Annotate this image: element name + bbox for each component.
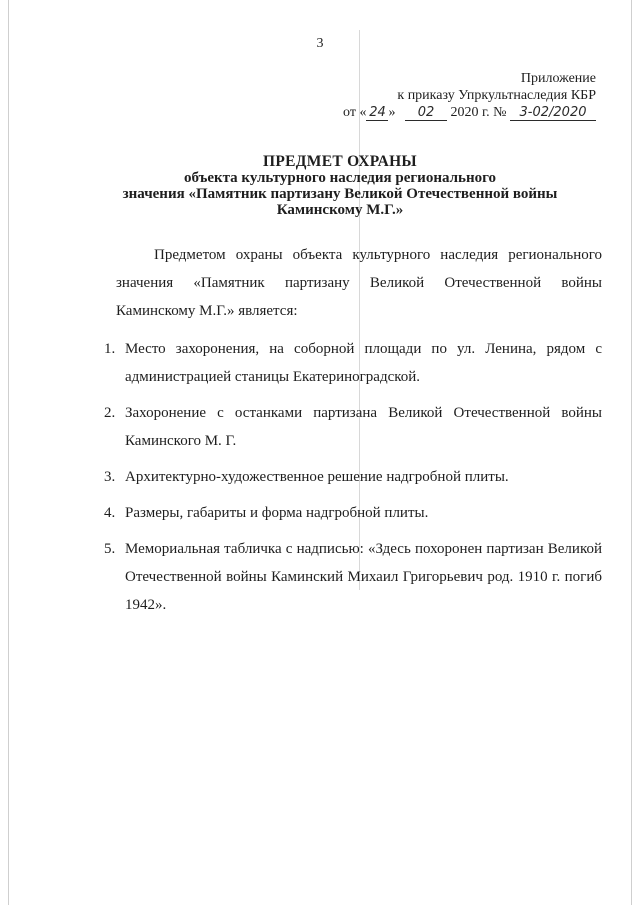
heading-title: ПРЕДМЕТ ОХРАНЫ: [263, 153, 417, 170]
list-item-text: Захоронение с останками партизана Великой Отечественной войны Каминского М. Г.: [125, 405, 602, 449]
date-mid: »: [388, 105, 396, 120]
list-item-text: Архитектурно-художественное решение надгробной плиты.: [125, 469, 509, 485]
list-item-number: 4.: [104, 505, 116, 521]
list-item-text: Мемориальная табличка с надписью: «Здесь похоронен партизан Великой Отечественной войны Каминский Михаил Григорьевич род. 1910 г. погиб 1942».: [125, 541, 602, 613]
appendix-order-line: к приказу Упркультнаследия КБР: [397, 88, 596, 103]
list-item-number: 1.: [104, 341, 116, 357]
order-number-handwritten: 3-02/2020: [510, 105, 596, 121]
list-item-number: 5.: [104, 541, 116, 557]
document-heading: [90, 154, 590, 218]
list-item: [104, 399, 602, 455]
intro-paragraph: Предметом охраны объекта культурного наследия регионального значения «Памятник партизану Великой Отечественной войны Каминскому М.Г.» является:: [116, 247, 602, 319]
heading-line-3: значения «Памятник партизану Великой Отечественной войны: [122, 186, 558, 202]
heading-line-4: Каминскому М.Г.»: [276, 202, 404, 218]
date-month-handwritten: 02: [405, 105, 447, 121]
page-number: 3: [316, 36, 324, 51]
list-item-number: 2.: [104, 405, 116, 421]
appendix-date-line: [343, 104, 596, 121]
list-item-text: Место захоронения, на соборной площади по ул. Ленина, рядом с администрацией станицы Екатериноградской.: [125, 341, 602, 385]
scan-border-right: [631, 0, 632, 905]
appendix-title: Приложение: [520, 71, 596, 86]
scan-border-left: [8, 0, 9, 905]
list-item-text: Размеры, габариты и форма надгробной плиты.: [125, 505, 429, 521]
date-day-handwritten: 24: [366, 105, 388, 121]
list-item: [104, 535, 602, 619]
heading-line-2: объекта культурного наследия регионального: [183, 170, 497, 186]
list-item-number: 3.: [104, 469, 116, 485]
list-item: [104, 499, 602, 527]
date-year: 2020 г. №: [450, 105, 507, 120]
list-item: [104, 463, 602, 491]
protection-items-list: [104, 335, 602, 627]
list-item: [104, 335, 602, 391]
date-prefix: от «: [343, 105, 367, 120]
appendix-block: [343, 70, 596, 121]
